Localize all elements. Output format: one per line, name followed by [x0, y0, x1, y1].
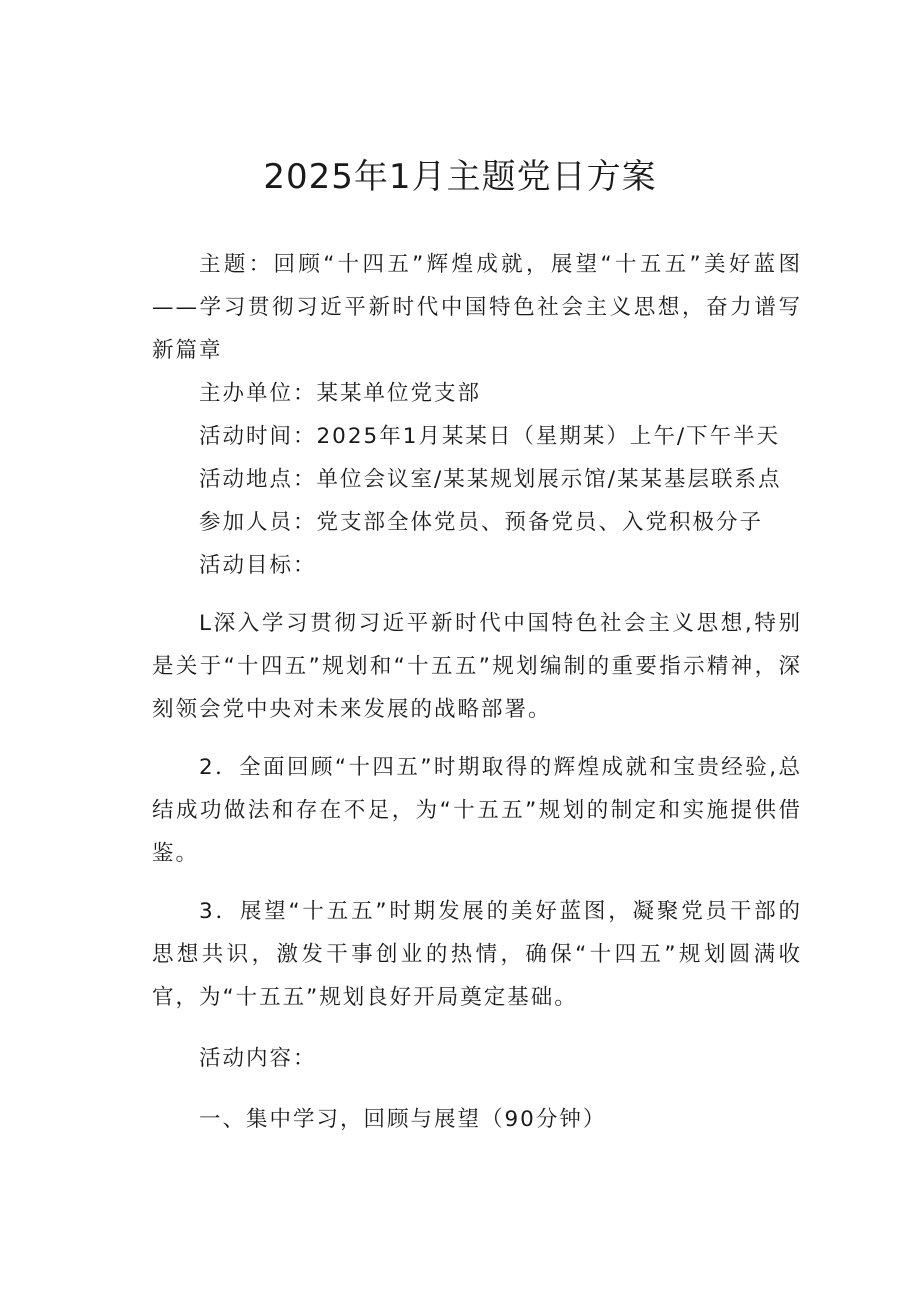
theme-paragraph: 主题：回顾“十四五”辉煌成就，展望“十五五”美好蓝图——学习贯彻习近平新时代中国特色社会主义思想，奋力谱写新篇章 [152, 252, 802, 363]
section-heading-1: 一、集中学习，回顾与展望（90分钟） [199, 1107, 607, 1132]
document-title: 2025年1月主题党日方案 [263, 157, 657, 197]
objective-item-3: 3．展望“十五五”时期发展的美好蓝图，凝聚党员干部的思想共识，激发干事创业的热情，确保“十四五”规划圆满收官，为“十五五”规划良好开局奠定基础。 [152, 899, 802, 1010]
objective-item-1: L深入学习贯彻习近平新时代中国特色社会主义思想,特别是关于“十四五”规划和“十五五”规划编制的重要指示精神，深刻领会党中央对未来发展的战略部署。 [152, 611, 802, 722]
content-heading: 活动内容： [199, 1046, 317, 1071]
document-body [152, 243, 802, 1141]
time-paragraph: 活动时间：2025年1月某某日（星期某）上午/下午半天 [199, 424, 781, 449]
participants-paragraph: 参加人员：党支部全体党员、预备党员、入党积极分子 [199, 510, 764, 535]
location-paragraph: 活动地点：单位会议室/某某规划展示馆/某某基层联系点 [199, 467, 782, 492]
organizer-paragraph: 主办单位：某某单位党支部 [199, 381, 482, 406]
objective-item-2: 2．全面回顾“十四五”时期取得的辉煌成就和宝贵经验,总结成功做法和存在不足，为“十五五”规划的制定和实施提供借鉴。 [152, 755, 802, 866]
objectives-heading: 活动目标： [199, 553, 317, 578]
